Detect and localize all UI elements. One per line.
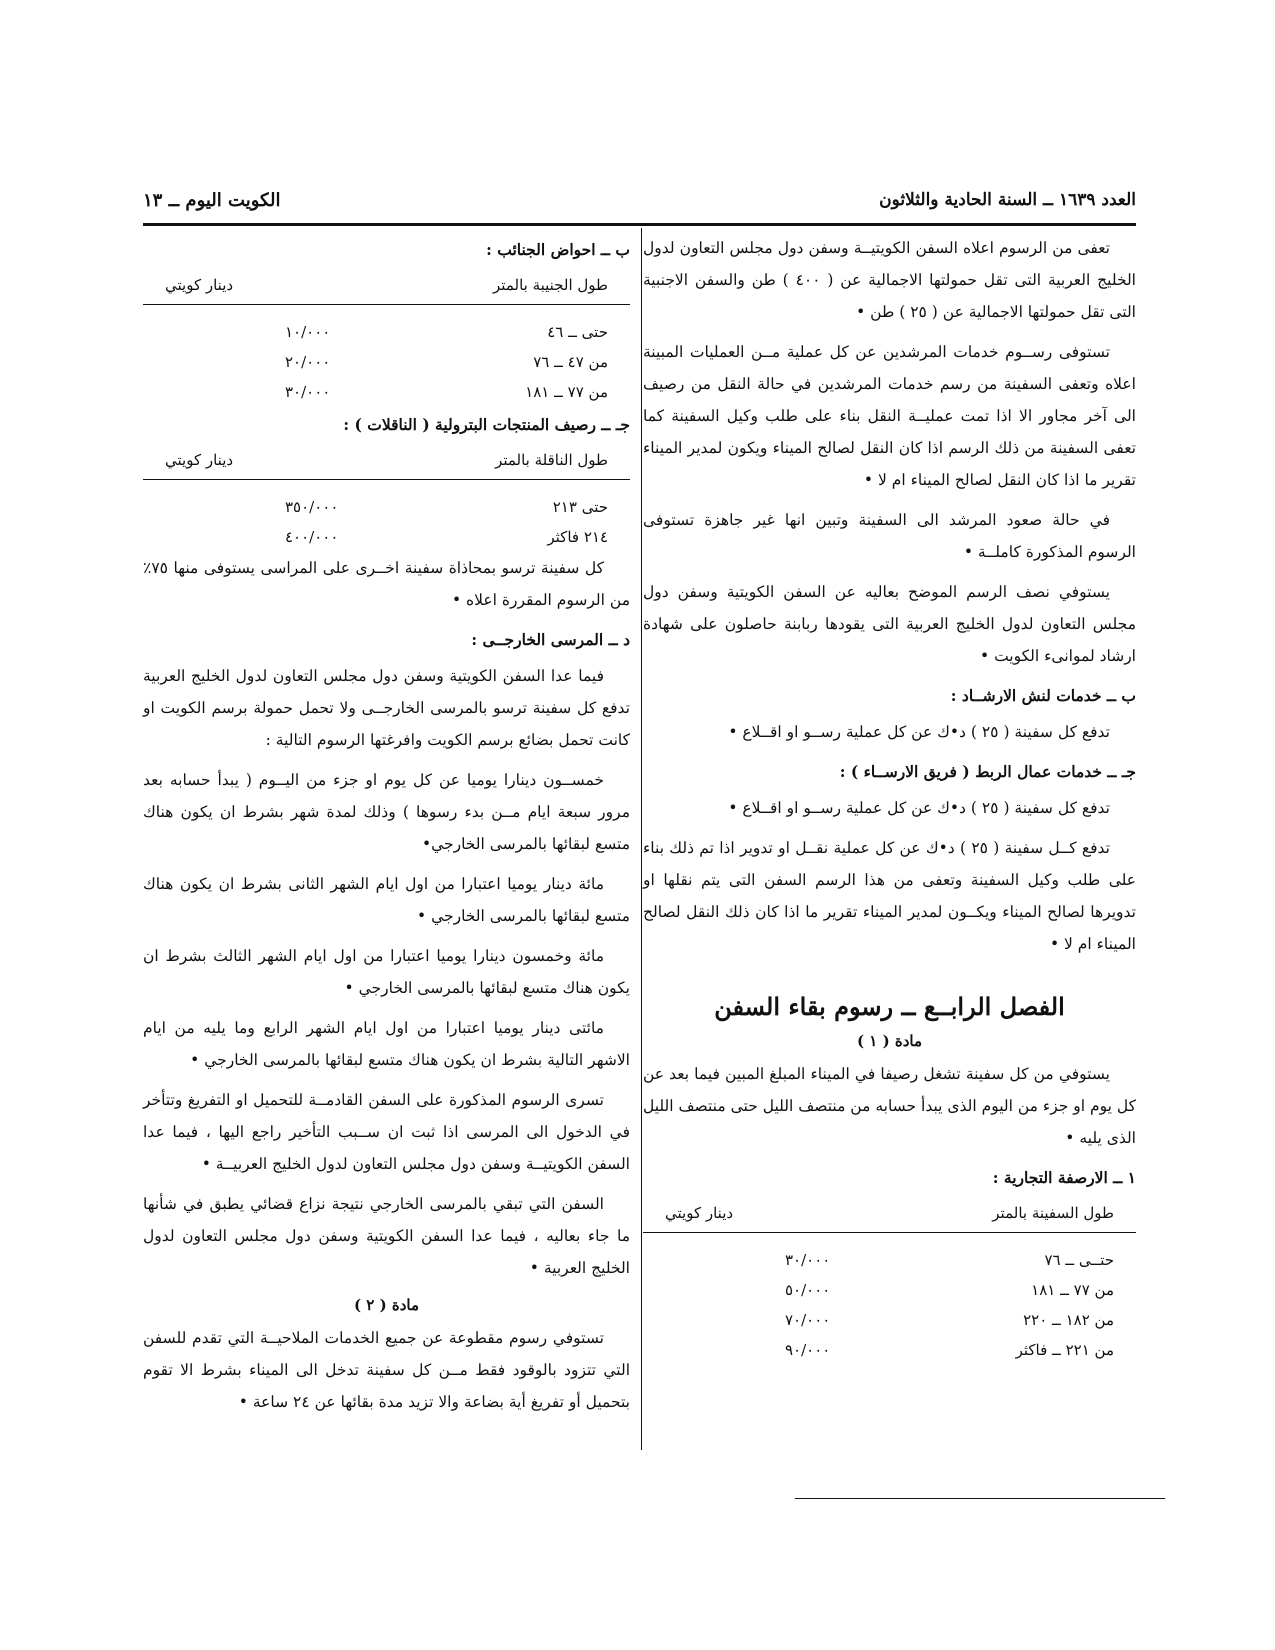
section-heading: د ــ المرسى الخارجــى :	[471, 630, 630, 649]
paragraph: يستوفي من كل سفينة تشغل رصيفا في الميناء المبلغ المبين فيما بعد عن كل يوم او جزء من اليوم الذى يبدأ حسابه من منتصف الليل حتى منتصف الليل الذى يليه •	[643, 1065, 1136, 1147]
table-row	[643, 1305, 1136, 1335]
paragraph: مائة دينار يوميا اعتبارا من اول ايام الشهر الثانى بشرط ان يكون هناك متسع لبقائها بالمرسى الخارجي •	[143, 875, 630, 925]
length-range: ٢١٤ فاكثر	[547, 528, 608, 546]
fee-value: ١٠/٠٠٠	[285, 323, 331, 341]
length-range: من ١٨٢ ــ ٢٢٠	[1023, 1311, 1114, 1329]
paragraph: مائتى دينار يوميا اعتبارا من اول ايام الشهر الرابع وما يليه من ايام الاشهر التالية بشرط ان يكون هناك متسع لبقائها بالمرسى الخارجي •	[143, 1019, 630, 1069]
section-heading: ١ ــ الارصفة التجارية :	[992, 1168, 1136, 1187]
table-header	[143, 445, 630, 475]
left-column	[143, 232, 630, 1426]
fee-value: ٧٠/٠٠٠	[785, 1311, 831, 1329]
table-row	[143, 522, 630, 552]
column-divider	[641, 228, 642, 1450]
column-header-dinar: دينار كويتي	[165, 276, 234, 294]
paragraph: تدفع كل سفينة ( ٢٥ ) د•ك عن كل عملية رســو او اقــلاع •	[728, 723, 1110, 741]
paragraph: مائة وخمسون دينارا يوميا اعتبارا من اول ايام الشهر الثالث بشرط ان يكون هناك متسع لبقائها بالمرسى الخارجي •	[143, 947, 630, 997]
column-header-length: طول الناقلة بالمتر	[495, 451, 608, 469]
section-heading: جـ ــ رصيف المنتجات البترولية ( الناقلات ) :	[343, 415, 630, 434]
fee-value: ٩٠/٠٠٠	[785, 1341, 831, 1359]
paragraph: يستوفي نصف الرسم الموضح بعاليه عن السفن الكويتية وسفن دول مجلس التعاون لدول الخليج العربية التى يقودها ربابنة حاصلون على شهادة ارشاد لموانىء الكويت •	[643, 583, 1136, 665]
column-header-dinar: دينار كويتي	[165, 451, 234, 469]
table-row	[143, 347, 630, 377]
table-rule	[643, 1232, 1136, 1233]
length-range: من ٧٧ ــ ١٨١	[525, 383, 608, 401]
paragraph: تستوفي رسوم مقطوعة عن جميع الخدمات الملاحيــة التي تقدم للسفن التي تتزود بالوقود فقط مــن كل سفينة تدخل الى الميناء بشرط الا تقوم بتحميل أو تفريغ أية بضاعة والا تزيد مدة بقائها عن ٢٤ ساعة •	[143, 1329, 630, 1411]
section-heading: ب ــ احواض الجنائب :	[486, 240, 630, 259]
column-header-length: طول السفينة بالمتر	[992, 1204, 1114, 1222]
table-row	[143, 317, 630, 347]
section-heading: جـ ــ خدمات عمال الربط ( فريق الارســاء ) :	[839, 762, 1136, 781]
length-range: من ٢٢١ ــ فاكثر	[1015, 1341, 1114, 1359]
length-range: حتى ــ ٤٦	[547, 323, 608, 341]
paragraph: تعفى من الرسوم اعلاه السفن الكويتيــة وسفن دول مجلس التعاون لدول الخليج العربية التى تقل حمولتها الاجمالية عن ( ٤٠٠ ) طن والسفن الاجنبية التى تقل حمولتها الاجمالية عن ( ٢٥ ) طن •	[643, 239, 1136, 321]
article-heading: مادة ( ٢ )	[353, 1296, 420, 1314]
header-rule	[143, 223, 1136, 226]
fee-value: ٣٥٠/٠٠٠	[285, 498, 339, 516]
chapter-title: الفصل الرابــع ــ رسوم بقاء السفن	[714, 992, 1065, 1021]
table-row	[643, 1335, 1136, 1365]
paragraph: في حالة صعود المرشد الى السفينة وتبين انها غير جاهزة تستوفى الرسوم المذكورة كاملــة •	[643, 511, 1136, 561]
bottom-rule	[795, 1498, 1165, 1499]
page-header	[143, 190, 1136, 220]
paragraph: خمســون دينارا يوميا عن كل يوم او جزء من اليــوم ( يبدأ حسابه بعد مرور سبعة ايام مــن بدء رسوها ) وذلك لمدة شهر بشرط ان يكون هناك متسع لبقائها بالمرسى الخارجي•	[143, 771, 630, 853]
table-header	[643, 1198, 1136, 1228]
issue-number: العدد ١٦٣٩ ــ السنة الحادية والثلاثون	[879, 190, 1136, 210]
fee-value: ٣٠/٠٠٠	[785, 1251, 831, 1269]
paragraph: تستوفى رســوم خدمات المرشدين عن كل عملية مــن العمليات المبينة اعلاه وتعفى السفينة من رسم خدمات المرشدين في حالة النقل من رصيف الى آخر مجاور الا اذا تمت عمليــة النقل بناء على طلب وكيل السفينة كما تعفى السفينة من ذلك الرسم اذا كان النقل لصالح الميناء ويكون لمدير الميناء تقرير ما اذا كان النقل لصالح الميناء ام لا •	[643, 343, 1136, 489]
length-range: من ٧٧ ــ ١٨١	[1031, 1281, 1114, 1299]
fee-value: ٤٠٠/٠٠٠	[285, 528, 339, 546]
length-range: من ٤٧ ــ ٧٦	[533, 353, 608, 371]
paragraph: تدفع كل سفينة ( ٢٥ ) د•ك عن كل عملية رســو او اقــلاع •	[728, 799, 1110, 817]
table-header	[143, 270, 630, 300]
column-header-length: طول الجنيبة بالمتر	[493, 276, 608, 294]
table-row	[643, 1245, 1136, 1275]
table-row	[143, 492, 630, 522]
article-heading: مادة ( ١ )	[856, 1032, 923, 1050]
table-row	[143, 377, 630, 407]
paragraph: تدفع كــل سفينة ( ٢٥ ) د•ك عن كل عملية نقــل او تدوير اذا تم ذلك بناء على طلب وكيل السفينة وتعفى من هذا الرسم السفن التى يتم نقلها او تدويرها لصالح الميناء ويكــون لمدير الميناء تقرير ما اذا كان ذلك النقل لصالح الميناء ام لا •	[643, 839, 1136, 953]
paragraph: تسرى الرسوم المذكورة على السفن القادمــة للتحميل او التفريغ وتتأخر في الدخول الى المرسى اذا ثبت ان ســبب التأخير راجع اليها ، فيما عدا السفن الكويتيــة وسفن دول مجلس التعاون لدول الخليج العربيــة •	[143, 1091, 630, 1173]
gazette-title: الكويت اليوم ــ ١٣	[143, 190, 281, 211]
right-column	[643, 232, 1136, 1365]
paragraph: كل سفينة ترسو بمحاذاة سفينة اخــرى على المراسى يستوفى منها ٧٥٪ من الرسوم المقررة اعلاه •	[143, 559, 630, 609]
paragraph: السفن التي تبقي بالمرسى الخارجي نتيجة نزاع قضائي يطبق في شأنها ما جاء بعاليه ، فيما عدا السفن الكويتية وسفن دول مجلس التعاون لدول الخليج العربية •	[143, 1195, 630, 1277]
table-row	[643, 1275, 1136, 1305]
paragraph: فيما عدا السفن الكويتية وسفن دول مجلس التعاون لدول الخليج العربية تدفع كل سفينة ترسو بالمرسى الخارجــى ولا تحمل حمولة برسم الكويت او كانت تحمل بضائع برسم الكويت وافرغتها الرسوم التالية :	[143, 667, 630, 749]
fee-value: ٢٠/٠٠٠	[285, 353, 331, 371]
length-range: حتى ٢١٣	[552, 498, 608, 516]
column-header-dinar: دينار كويتي	[665, 1204, 734, 1222]
length-range: حتــى ــ ٧٦	[1044, 1251, 1114, 1269]
fee-value: ٥٠/٠٠٠	[785, 1281, 831, 1299]
table-rule	[143, 304, 630, 305]
table-rule	[143, 479, 630, 480]
section-heading: ب ــ خدمات لنش الارشــاد :	[950, 686, 1136, 705]
fee-value: ٣٠/٠٠٠	[285, 383, 331, 401]
